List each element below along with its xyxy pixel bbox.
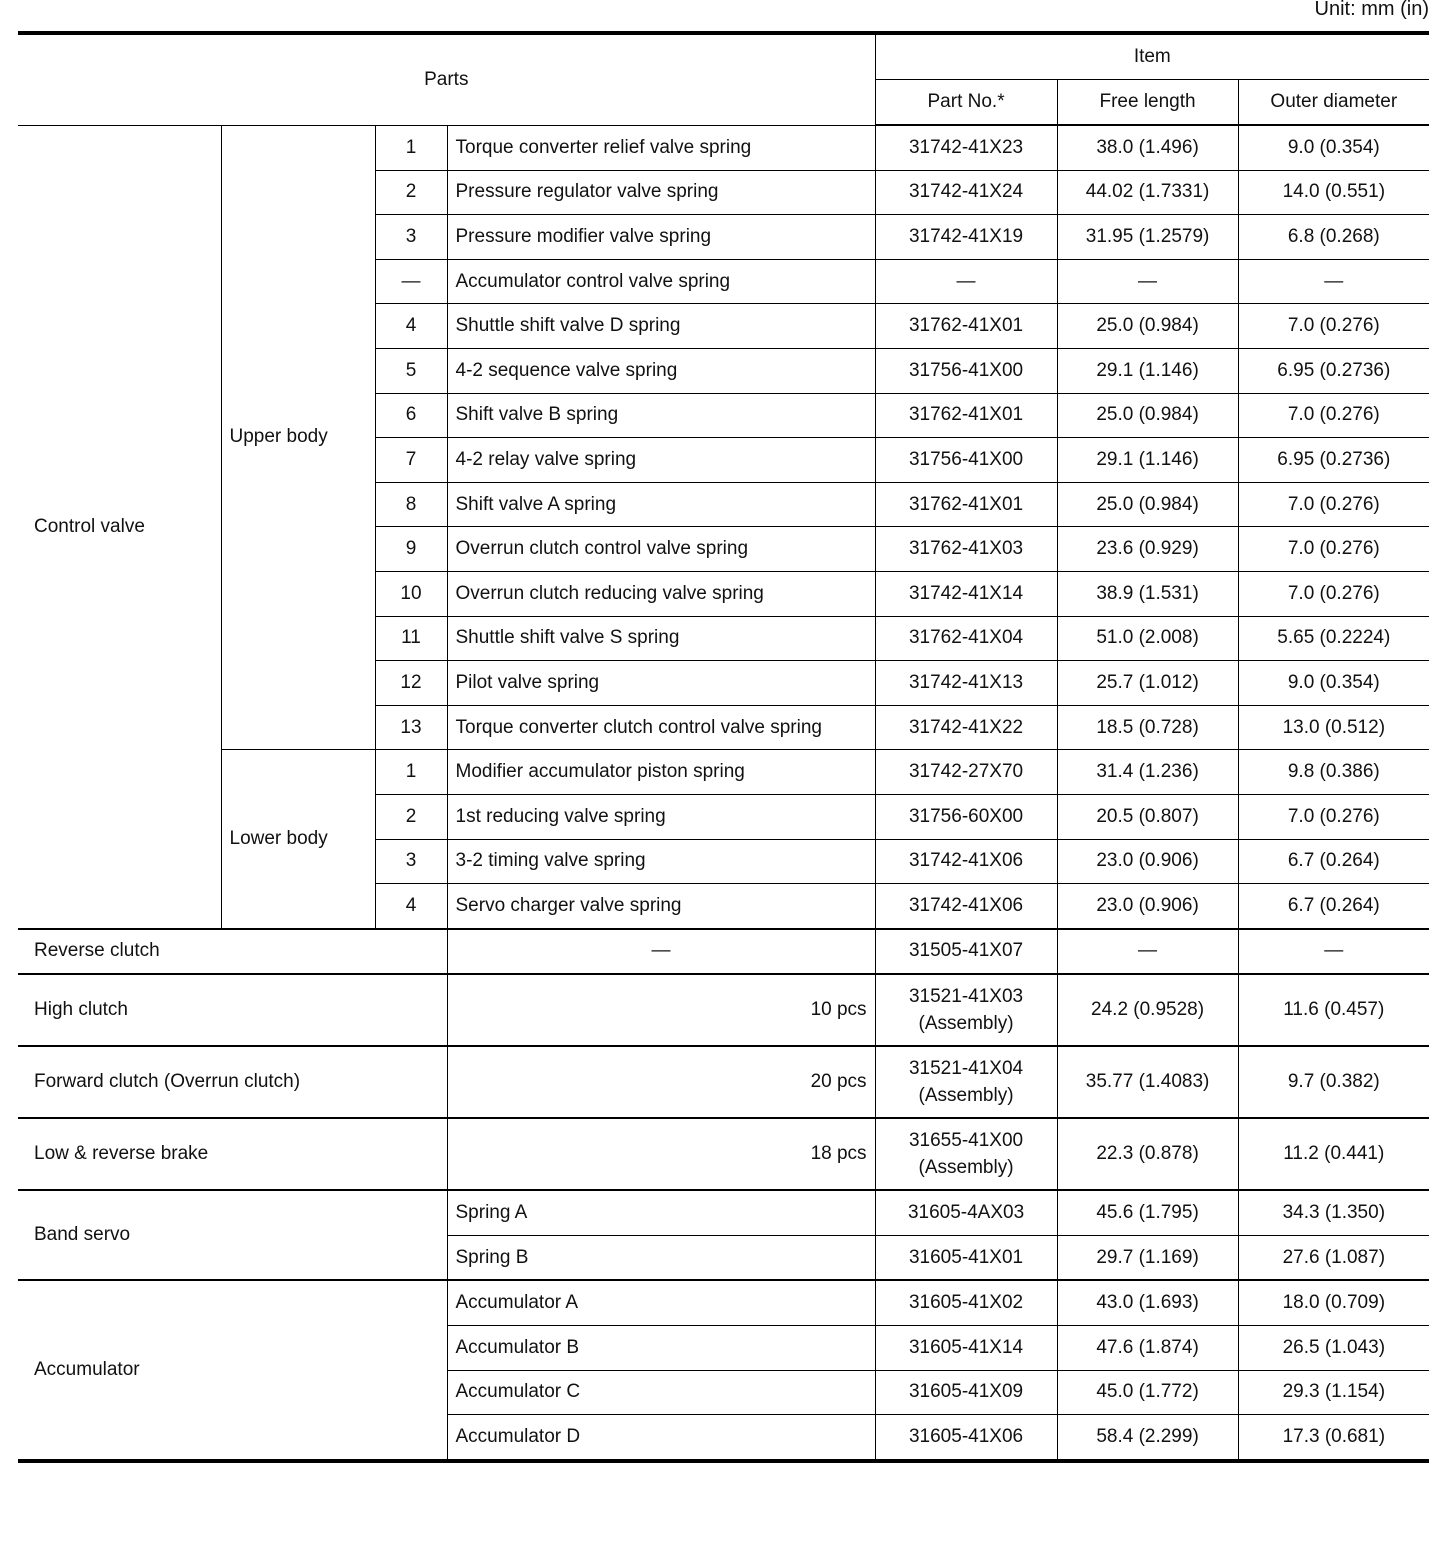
part-number-cell: 31605-41X14: [875, 1326, 1057, 1371]
item-number-cell: 12: [375, 661, 447, 706]
part-name-cell: Accumulator B: [447, 1326, 875, 1371]
table-row: [18, 125, 1429, 170]
parts-header: Parts: [18, 33, 875, 125]
free-length-cell: 22.3 (0.878): [1057, 1118, 1238, 1190]
part-name-cell: 1st reducing valve spring: [447, 794, 875, 839]
subgroup-label-lower-body: Lower body: [221, 750, 375, 929]
outer-diameter-cell: 9.7 (0.382): [1238, 1046, 1429, 1118]
part-name-cell: 3-2 timing valve spring: [447, 839, 875, 884]
group-label-band-servo: Band servo: [18, 1190, 447, 1280]
free-length-cell: 31.4 (1.236): [1057, 750, 1238, 795]
part-number-line: 31521-41X03: [908, 986, 1024, 1008]
outer-diameter-cell: —: [1238, 259, 1429, 304]
outer-diameter-cell: 7.0 (0.276): [1238, 794, 1429, 839]
part-number-cell: [875, 974, 1057, 1046]
outer-diameter-cell: 6.8 (0.268): [1238, 215, 1429, 260]
part-number-cell: 31762-41X01: [875, 482, 1057, 527]
outer-diameter-cell: 26.5 (1.043): [1238, 1326, 1429, 1371]
part-name-cell: Modifier accumulator piston spring: [447, 750, 875, 795]
part-name-cell: Overrun clutch reducing valve spring: [447, 571, 875, 616]
free-length-cell: 43.0 (1.693): [1057, 1280, 1238, 1325]
outer-diameter-cell: 5.65 (0.2224): [1238, 616, 1429, 661]
group-label-forward-clutch: Forward clutch (Overrun clutch): [18, 1046, 447, 1118]
part-number-cell: 31756-41X00: [875, 438, 1057, 483]
outer-diameter-cell: 17.3 (0.681): [1238, 1415, 1429, 1461]
free-length-cell: 23.6 (0.929): [1057, 527, 1238, 572]
free-length-cell: 45.0 (1.772): [1057, 1370, 1238, 1415]
free-length-cell: 29.1 (1.146): [1057, 348, 1238, 393]
part-number-cell: 31605-41X06: [875, 1415, 1057, 1461]
part-name-cell: Accumulator A: [447, 1280, 875, 1325]
outer-diameter-cell: 7.0 (0.276): [1238, 571, 1429, 616]
part-number-line: 31521-41X04: [908, 1058, 1024, 1080]
item-number-cell: 3: [375, 215, 447, 260]
quantity-cell: 20 pcs: [447, 1046, 875, 1118]
quantity-cell: 18 pcs: [447, 1118, 875, 1190]
free-length-cell: 20.5 (0.807): [1057, 794, 1238, 839]
table-row: [18, 750, 1429, 795]
item-number-cell: 2: [375, 170, 447, 215]
free-length-cell: 51.0 (2.008): [1057, 616, 1238, 661]
part-name-cell: Torque converter relief valve spring: [447, 125, 875, 170]
item-number-cell: 9: [375, 527, 447, 572]
free-length-cell: 18.5 (0.728): [1057, 705, 1238, 750]
outer-diameter-cell: 9.0 (0.354): [1238, 125, 1429, 170]
free-length-cell: 58.4 (2.299): [1057, 1415, 1238, 1461]
outer-diameter-cell: 7.0 (0.276): [1238, 304, 1429, 349]
outer-diameter-cell: 9.0 (0.354): [1238, 661, 1429, 706]
free-length-cell: —: [1057, 929, 1238, 975]
part-name-cell: Accumulator control valve spring: [447, 259, 875, 304]
part-number-cell: 31762-41X01: [875, 393, 1057, 438]
part-name-cell: Spring B: [447, 1235, 875, 1280]
assembly-note: (Assembly): [918, 1085, 1014, 1107]
outer-diameter-cell: 9.8 (0.386): [1238, 750, 1429, 795]
part-number-cell: 31742-27X70: [875, 750, 1057, 795]
free-length-cell: 45.6 (1.795): [1057, 1190, 1238, 1235]
assembly-note: (Assembly): [918, 1157, 1014, 1179]
free-length-cell: 38.0 (1.496): [1057, 125, 1238, 170]
item-number-cell: 4: [375, 304, 447, 349]
part-number-cell: 31605-41X09: [875, 1370, 1057, 1415]
part-number-cell: —: [875, 259, 1057, 304]
outer-diameter-cell: 6.95 (0.2736): [1238, 438, 1429, 483]
item-number-cell: 8: [375, 482, 447, 527]
item-number-cell: 1: [375, 750, 447, 795]
part-number-cell: 31605-41X02: [875, 1280, 1057, 1325]
part-number-cell: 31762-41X04: [875, 616, 1057, 661]
item-number-cell: 3: [375, 839, 447, 884]
group-label-high-clutch: High clutch: [18, 974, 447, 1046]
part-name-cell: Torque converter clutch control valve spring: [447, 705, 875, 750]
unit-label: Unit: mm (in): [1314, 0, 1429, 20]
part-number-cell: 31742-41X22: [875, 705, 1057, 750]
part-number-cell: 31756-60X00: [875, 794, 1057, 839]
part-number-cell: 31605-41X01: [875, 1235, 1057, 1280]
outer-diameter-cell: 7.0 (0.276): [1238, 482, 1429, 527]
outer-diameter-cell: 11.6 (0.457): [1238, 974, 1429, 1046]
free-length-cell: 24.2 (0.9528): [1057, 974, 1238, 1046]
part-number-cell: 31742-41X23: [875, 125, 1057, 170]
free-length-cell: —: [1057, 259, 1238, 304]
free-length-cell: 23.0 (0.906): [1057, 839, 1238, 884]
outer-diameter-cell: 13.0 (0.512): [1238, 705, 1429, 750]
free-length-header: Free length: [1057, 80, 1238, 126]
assembly-note: (Assembly): [918, 1013, 1014, 1035]
part-number-cell: [875, 1046, 1057, 1118]
part-name-cell: Accumulator D: [447, 1415, 875, 1461]
group-label-reverse-clutch: Reverse clutch: [18, 929, 447, 975]
outer-diameter-cell: 6.95 (0.2736): [1238, 348, 1429, 393]
part-name-cell: —: [447, 929, 875, 975]
item-number-cell: 6: [375, 393, 447, 438]
part-name-cell: Pressure modifier valve spring: [447, 215, 875, 260]
free-length-cell: 29.1 (1.146): [1057, 438, 1238, 483]
header-row: [18, 33, 1429, 80]
part-number-cell: 31742-41X06: [875, 884, 1057, 929]
part-name-cell: Overrun clutch control valve spring: [447, 527, 875, 572]
part-name-cell: 4-2 relay valve spring: [447, 438, 875, 483]
free-length-cell: 25.0 (0.984): [1057, 393, 1238, 438]
item-number-cell: 10: [375, 571, 447, 616]
free-length-cell: 31.95 (1.2579): [1057, 215, 1238, 260]
table-row: [18, 974, 1429, 1046]
free-length-cell: 47.6 (1.874): [1057, 1326, 1238, 1371]
free-length-cell: 44.02 (1.7331): [1057, 170, 1238, 215]
item-number-cell: 5: [375, 348, 447, 393]
free-length-cell: 25.0 (0.984): [1057, 304, 1238, 349]
table-row: [18, 929, 1429, 975]
part-no-header: Part No.*: [875, 80, 1057, 126]
subgroup-label-upper-body: Upper body: [221, 125, 375, 750]
outer-diameter-cell: 14.0 (0.551): [1238, 170, 1429, 215]
part-number-cell: 31742-41X06: [875, 839, 1057, 884]
group-label-low-reverse-brake: Low & reverse brake: [18, 1118, 447, 1190]
part-number-cell: 31742-41X19: [875, 215, 1057, 260]
item-number-cell: 4: [375, 884, 447, 929]
quantity-cell: 10 pcs: [447, 974, 875, 1046]
free-length-cell: 25.7 (1.012): [1057, 661, 1238, 706]
item-number-cell: 11: [375, 616, 447, 661]
part-number-cell: 31742-41X13: [875, 661, 1057, 706]
outer-diameter-cell: 6.7 (0.264): [1238, 839, 1429, 884]
group-label-control-valve: Control valve: [18, 125, 221, 929]
free-length-cell: 23.0 (0.906): [1057, 884, 1238, 929]
outer-diameter-cell: —: [1238, 929, 1429, 975]
part-number-cell: [875, 1118, 1057, 1190]
part-name-cell: Shift valve A spring: [447, 482, 875, 527]
outer-diameter-cell: 34.3 (1.350): [1238, 1190, 1429, 1235]
part-name-cell: Accumulator C: [447, 1370, 875, 1415]
free-length-cell: 29.7 (1.169): [1057, 1235, 1238, 1280]
item-header: Item: [875, 33, 1429, 80]
outer-diameter-cell: 11.2 (0.441): [1238, 1118, 1429, 1190]
item-number-cell: 7: [375, 438, 447, 483]
part-name-cell: Spring A: [447, 1190, 875, 1235]
item-number-cell: 2: [375, 794, 447, 839]
table-row: [18, 1280, 1429, 1325]
outer-diameter-cell: 7.0 (0.276): [1238, 393, 1429, 438]
free-length-cell: 35.77 (1.4083): [1057, 1046, 1238, 1118]
part-number-cell: 31505-41X07: [875, 929, 1057, 975]
part-name-cell: Pressure regulator valve spring: [447, 170, 875, 215]
free-length-cell: 25.0 (0.984): [1057, 482, 1238, 527]
outer-diameter-cell: 7.0 (0.276): [1238, 527, 1429, 572]
outer-diameter-cell: 27.6 (1.087): [1238, 1235, 1429, 1280]
table-row: [18, 1118, 1429, 1190]
free-length-cell: 38.9 (1.531): [1057, 571, 1238, 616]
group-label-accumulator: Accumulator: [18, 1280, 447, 1460]
outer-diameter-cell: 6.7 (0.264): [1238, 884, 1429, 929]
spring-spec-table: [18, 31, 1429, 1463]
part-name-cell: Shuttle shift valve D spring: [447, 304, 875, 349]
part-name-cell: 4-2 sequence valve spring: [447, 348, 875, 393]
outer-diameter-cell: 18.0 (0.709): [1238, 1280, 1429, 1325]
part-number-cell: 31742-41X24: [875, 170, 1057, 215]
table-row: [18, 1046, 1429, 1118]
item-number-cell: —: [375, 259, 447, 304]
outer-diameter-cell: 29.3 (1.154): [1238, 1370, 1429, 1415]
part-number-cell: 31742-41X14: [875, 571, 1057, 616]
part-name-cell: Shift valve B spring: [447, 393, 875, 438]
part-name-cell: Shuttle shift valve S spring: [447, 616, 875, 661]
part-number-cell: 31762-41X03: [875, 527, 1057, 572]
part-number-cell: 31756-41X00: [875, 348, 1057, 393]
part-number-cell: 31605-4AX03: [875, 1190, 1057, 1235]
outer-diameter-header: Outer diameter: [1238, 80, 1429, 126]
part-number-line: 31655-41X00: [908, 1130, 1024, 1152]
item-number-cell: 1: [375, 125, 447, 170]
table-row: [18, 1190, 1429, 1235]
part-number-cell: 31762-41X01: [875, 304, 1057, 349]
part-name-cell: Servo charger valve spring: [447, 884, 875, 929]
item-number-cell: 13: [375, 705, 447, 750]
part-name-cell: Pilot valve spring: [447, 661, 875, 706]
